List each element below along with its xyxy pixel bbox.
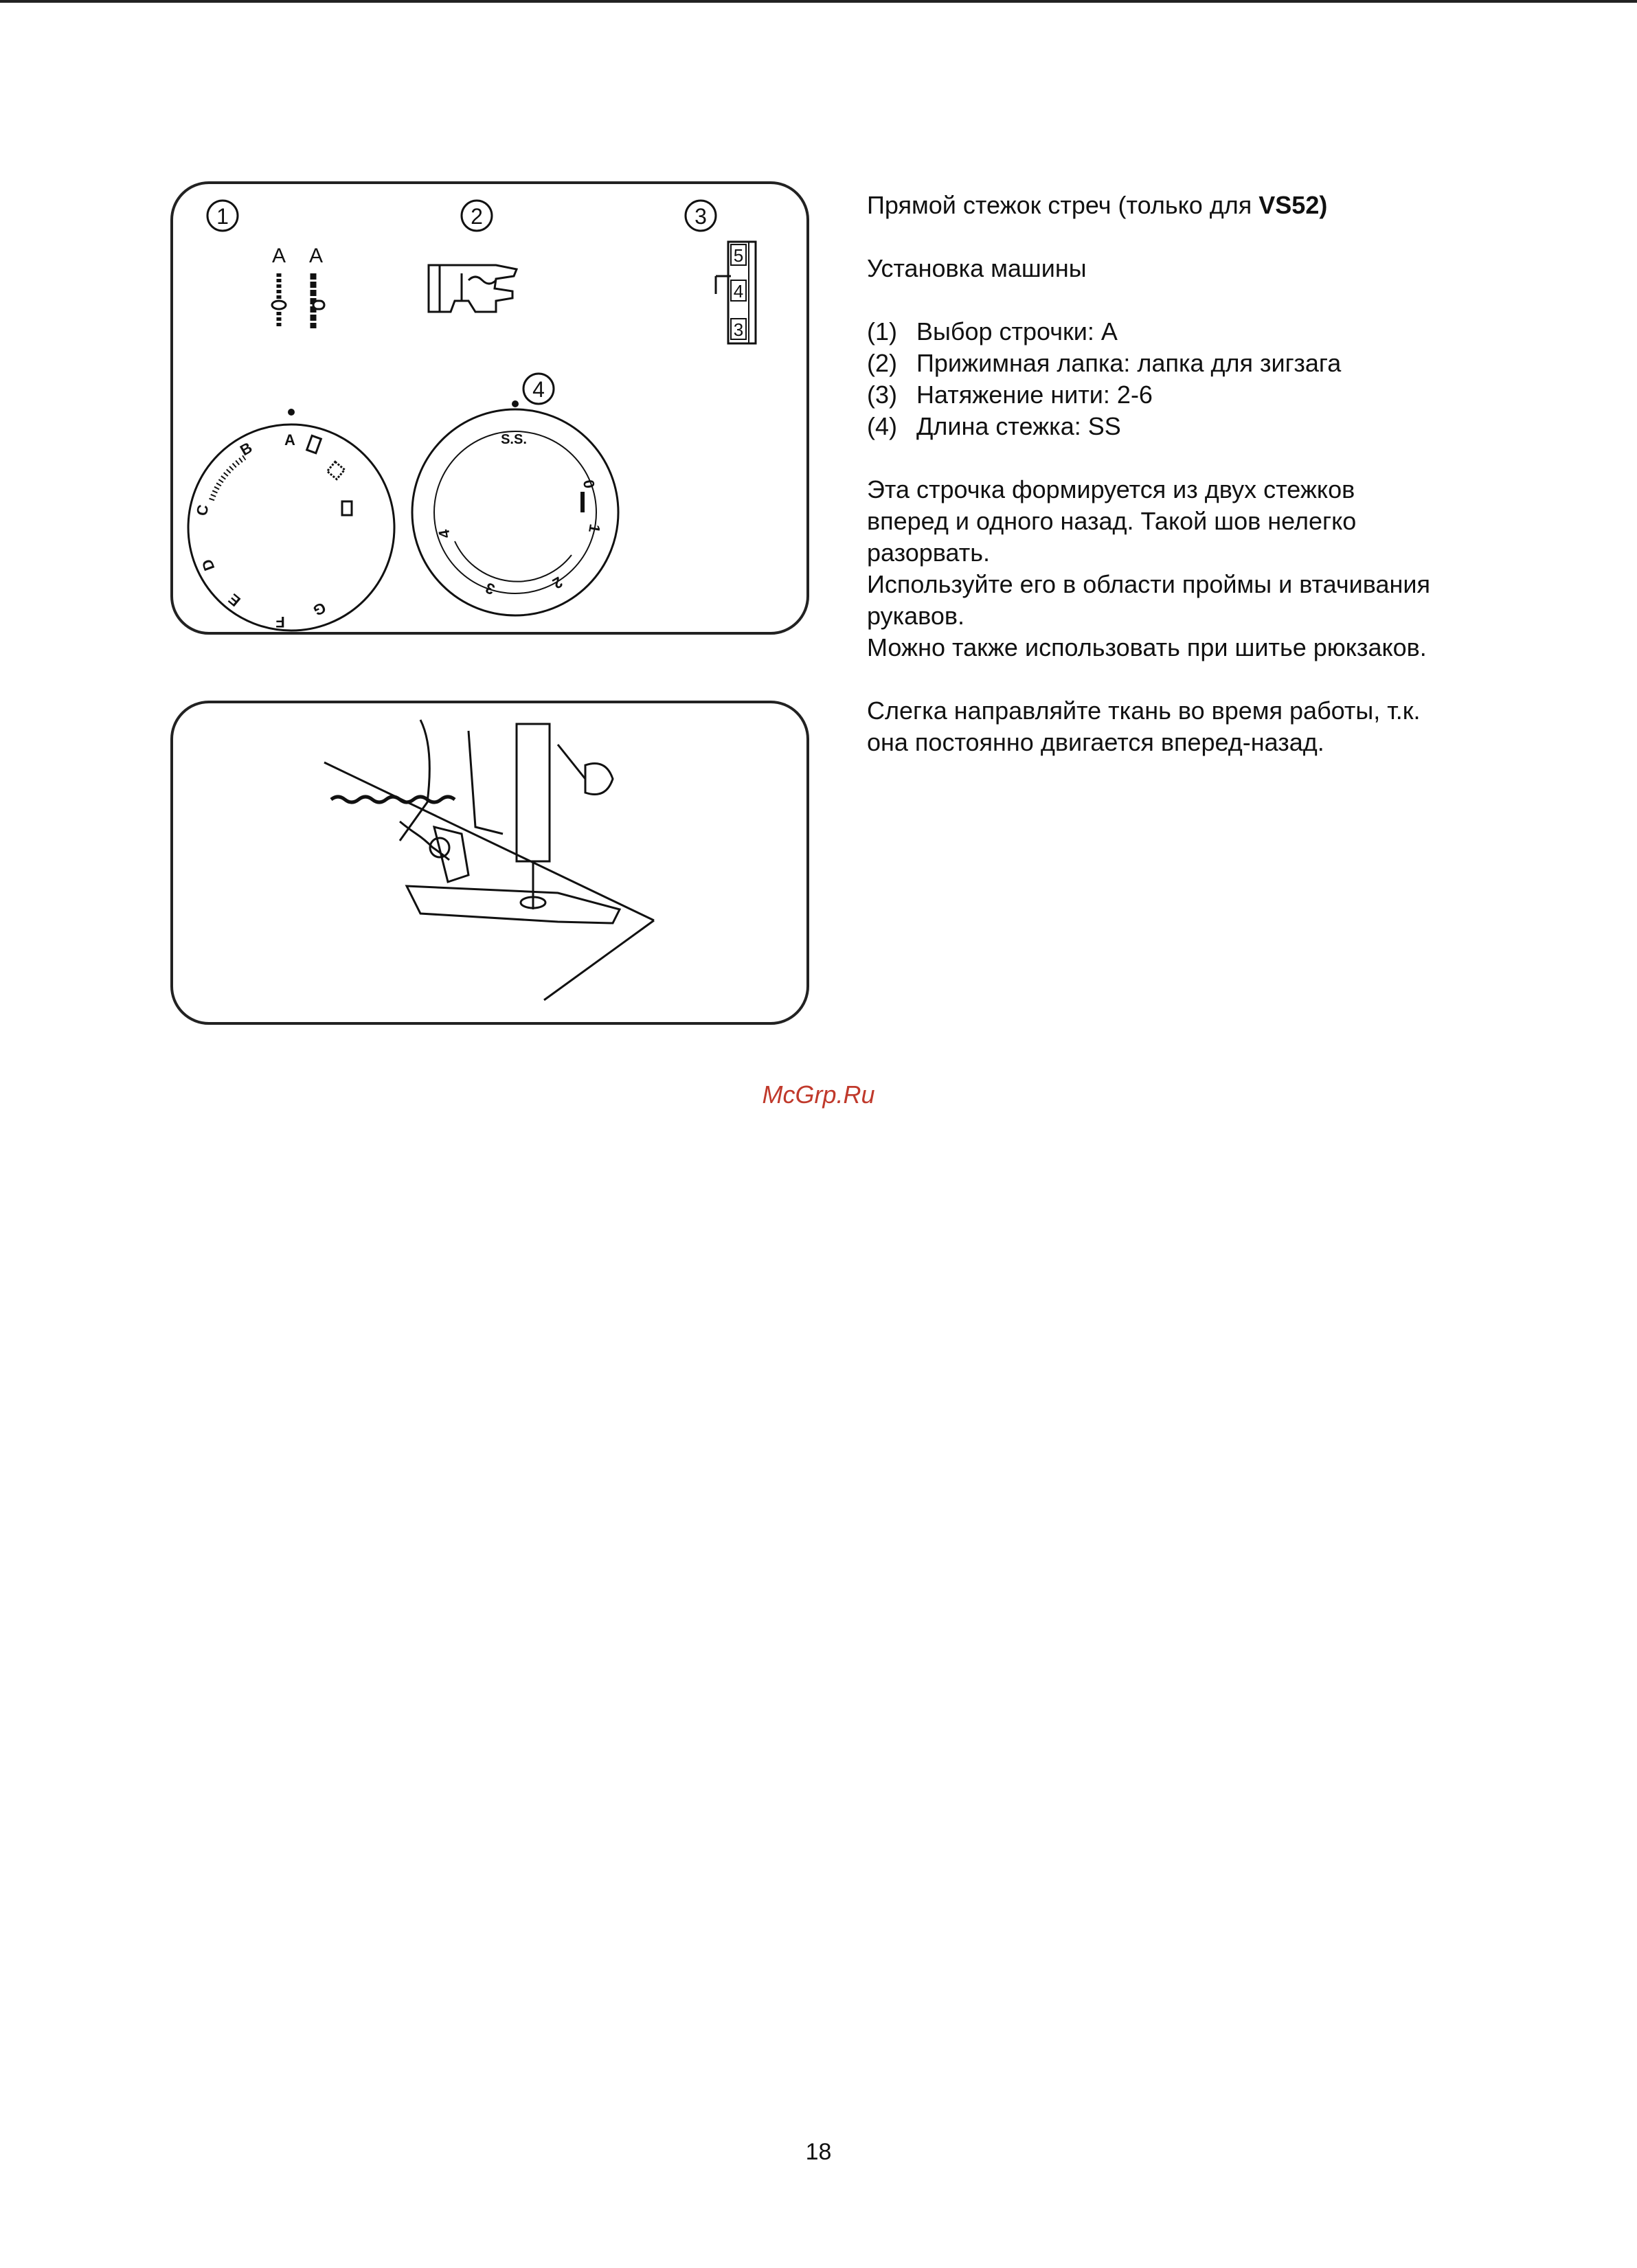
description-line: разорвать.: [867, 538, 990, 567]
dial-letter-a: A: [284, 431, 295, 449]
setting-text: Длина стежка: SS: [916, 412, 1121, 440]
setting-text: Выбор строчки: A: [916, 317, 1118, 345]
guidance-paragraph: [867, 695, 1568, 758]
settings-diagram-panel: [170, 181, 809, 635]
setting-item-4: [867, 411, 1568, 442]
description-line: Эта строчка формируется из двух стежков: [867, 475, 1355, 503]
section-heading: [867, 190, 1568, 221]
presser-foot-sewing-illustration: [173, 703, 806, 1022]
dial-letter-g: G: [311, 598, 329, 620]
dial-letter-c: C: [192, 503, 212, 517]
callout-2: [462, 201, 492, 231]
tension-mark-4: 4: [733, 281, 744, 302]
callout-1: [207, 201, 238, 231]
length-mark-ss: S.S.: [501, 432, 527, 447]
setting-number: (1): [867, 317, 897, 345]
length-mark-1: 1: [585, 523, 604, 534]
length-mark-4: 4: [435, 528, 453, 540]
description-paragraph: [867, 474, 1568, 664]
heading-model: VS52): [1258, 191, 1328, 219]
length-mark-2: 2: [550, 573, 566, 593]
guidance-line: Слегка направляйте ткань во время работы, т.к.: [867, 696, 1421, 725]
setting-number: (2): [867, 349, 897, 377]
tension-mark-3: 3: [733, 319, 744, 340]
setting-item-3: [867, 379, 1568, 411]
callout-3-label: 3: [695, 204, 707, 229]
dial-letter-f: F: [275, 613, 285, 631]
zigzag-presser-foot-icon: [429, 265, 517, 312]
setting-number: (3): [867, 381, 897, 409]
callout-2-label: 2: [471, 204, 483, 229]
page-number: 18: [805, 2139, 832, 2165]
sewing-illustration-panel: [170, 701, 809, 1025]
tension-mark-5: 5: [733, 245, 744, 266]
dial-letter-b: B: [237, 438, 256, 460]
callout-3: [686, 201, 716, 231]
settings-list: [867, 316, 1568, 442]
top-rule: [0, 0, 1637, 3]
setting-number: (4): [867, 412, 897, 440]
pattern-label-a2: A: [308, 245, 324, 267]
watermark: McGrp.Ru: [762, 1080, 875, 1109]
description-line: Можно также использовать при шитье рюкзаков.: [867, 633, 1427, 661]
description-line: рукавов.: [867, 602, 965, 630]
callout-1-label: 1: [216, 204, 229, 229]
setting-text: Натяжение нити: 2-6: [916, 381, 1153, 409]
description-line: вперед и одного назад. Такой шов нелегко: [867, 507, 1357, 535]
stitch-length-dial: [412, 400, 618, 615]
pattern-label-a1: A: [271, 245, 286, 267]
pattern-selector-dial: [188, 409, 394, 631]
description-line: Используйте его в области проймы и втачивания: [867, 570, 1430, 598]
callout-4: [523, 374, 554, 404]
stitch-pattern-icon: [272, 245, 324, 328]
instructions-column: [867, 190, 1568, 758]
guidance-line: она постоянно двигается вперед-назад.: [867, 728, 1324, 756]
settings-diagram: [173, 184, 806, 632]
length-mark-0: 0: [580, 478, 598, 490]
callout-4-label: 4: [532, 377, 545, 402]
thread-tension-scale-icon: [716, 242, 756, 343]
dial-letter-e: E: [225, 590, 244, 611]
setting-item-1: [867, 316, 1568, 348]
dial-letter-d: D: [198, 556, 218, 574]
heading-prefix: Прямой стежок стреч (только для: [867, 191, 1259, 219]
machine-setup-title: Установка машины: [867, 254, 1087, 282]
length-mark-3: 3: [483, 579, 497, 598]
setting-text: Прижимная лапка: лапка для зигзага: [916, 349, 1342, 377]
setting-item-2: [867, 348, 1568, 379]
